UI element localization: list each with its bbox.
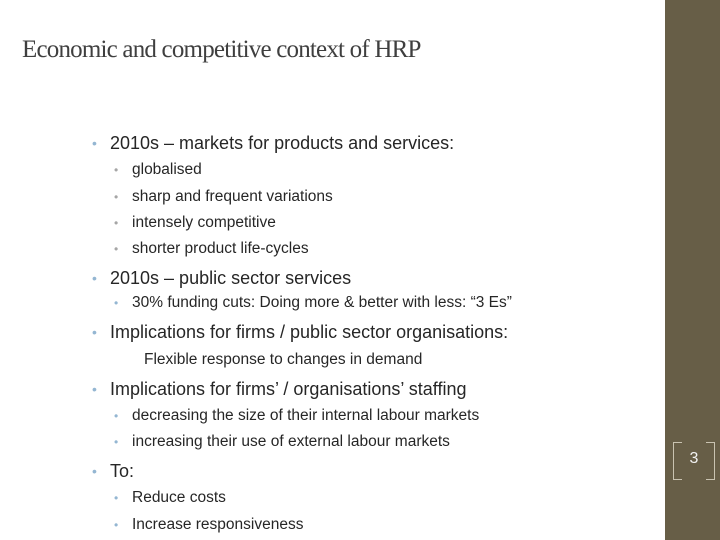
sub-bullet-item <box>114 407 479 425</box>
bullet-marker: • <box>92 135 97 151</box>
bullet-marker: • <box>114 296 119 310</box>
sub-bullet-item <box>114 240 309 258</box>
sub-bullet-item <box>114 188 333 206</box>
indented-text: Flexible response to changes in demand <box>144 351 423 368</box>
bullet-marker: • <box>114 242 119 256</box>
bullet-marker: • <box>114 190 119 204</box>
sub-bullet-item <box>114 294 512 312</box>
slide-title: Economic and competitive context of HRP <box>22 36 421 63</box>
bullet-marker: • <box>114 435 119 449</box>
sub-bullet-text: 30% funding cuts: Doing more & better with less: “3 Es” <box>132 294 512 311</box>
bullet-item <box>92 461 134 482</box>
bullet-marker: • <box>92 463 97 479</box>
sub-bullet-item <box>114 516 303 534</box>
bullet-marker: • <box>114 491 119 505</box>
bullet-marker: • <box>92 324 97 340</box>
bullet-text: 2010s – public sector services <box>110 268 352 288</box>
bullet-marker: • <box>92 270 97 286</box>
sub-bullet-text: increasing their use of external labour markets <box>132 433 450 450</box>
bullet-text: Implications for firms’ / organisations’ staffing <box>110 379 467 399</box>
bullet-text: Implications for firms / public sector organisations: <box>110 322 509 342</box>
bullet-text: 2010s – markets for products and services: <box>110 133 455 153</box>
sub-bullet-item <box>114 161 202 179</box>
page-number-frame <box>673 442 715 480</box>
bullet-marker: • <box>92 381 97 397</box>
bullet-item <box>92 322 508 343</box>
sub-bullet-text: Increase responsiveness <box>132 516 304 533</box>
sub-bullet-item <box>114 433 450 451</box>
bullet-marker: • <box>114 163 119 177</box>
sub-bullet-text: sharp and frequent variations <box>132 188 333 205</box>
bullet-text: To: <box>110 461 135 481</box>
bullet-marker: • <box>114 216 119 230</box>
sub-bullet-text: intensely competitive <box>132 214 276 231</box>
bullet-marker: • <box>114 518 119 532</box>
sub-bullet-item <box>114 489 226 507</box>
bullet-item <box>92 379 466 400</box>
bullet-marker: • <box>114 409 119 423</box>
bullet-item <box>92 133 454 154</box>
sub-bullet-text: shorter product life-cycles <box>132 240 309 257</box>
bullet-item <box>92 268 351 289</box>
sub-bullet-text: globalised <box>132 161 202 178</box>
sub-bullet-text: Reduce costs <box>132 489 226 506</box>
page-number: 3 <box>689 450 699 467</box>
sub-bullet-item <box>114 214 276 232</box>
sub-bullet-text: decreasing the size of their internal labour markets <box>132 407 480 424</box>
